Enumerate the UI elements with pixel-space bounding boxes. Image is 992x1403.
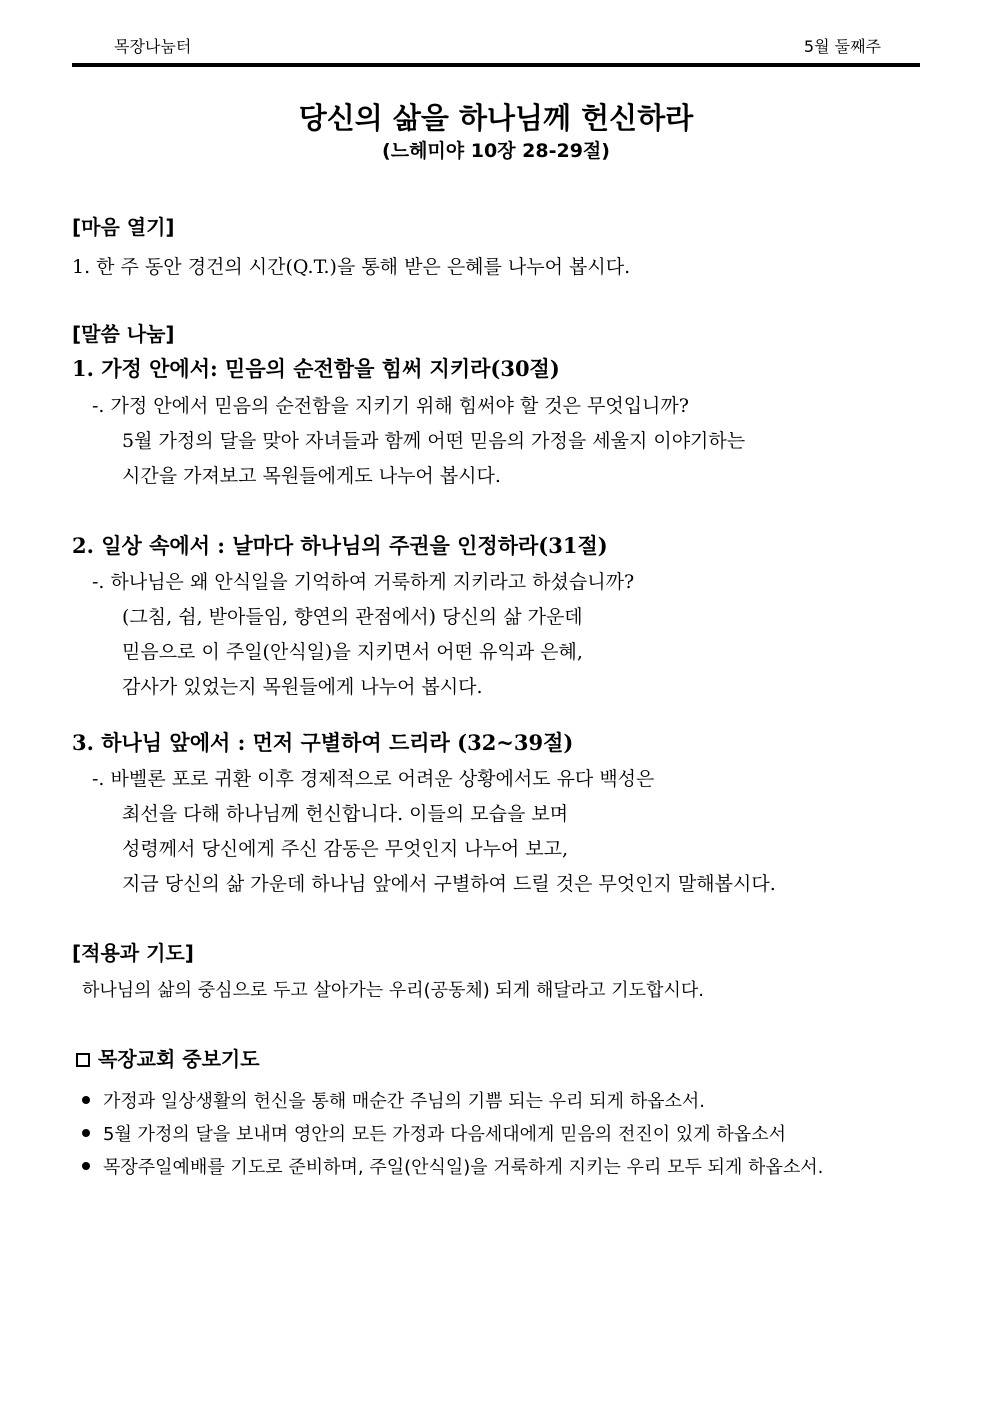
bullet-icon	[82, 1129, 90, 1137]
point-1-title: 1. 가정 안에서: 믿음의 순전함을 힘써 지키라(30절)	[72, 356, 560, 381]
opening-text: 1. 한 주 동안 경건의 시간(Q.T.)을 통해 받은 은혜를 나누어 봅시다.	[72, 256, 631, 278]
word-heading: [말씀 나눔]	[72, 322, 175, 346]
application-text: 하나님의 삶의 중심으로 두고 살아가는 우리(공동체) 되게 해달라고 기도합시다.	[82, 980, 704, 1001]
intercession-heading: 목장교회 중보기도	[98, 1047, 260, 1071]
point-2-line-2: 믿음으로 이 주일(안식일)을 지키면서 어떤 유익과 은혜,	[122, 641, 583, 663]
point-2-question: -. 하나님은 왜 안식일을 기억하여 거룩하게 지키라고 하셨습니까?	[92, 571, 635, 593]
point-2-line-3: 감사가 있었는지 목원들에게 나누어 봅시다.	[122, 676, 483, 698]
point-3-line-1: 최선을 다해 하나님께 헌신합니다. 이들의 모습을 보며	[122, 803, 569, 825]
intercession-item	[82, 1153, 823, 1179]
point-1-question: -. 가정 안에서 믿음의 순전함을 지키기 위해 힘써야 할 것은 무엇입니까?	[92, 395, 689, 417]
intercession-item-text: 5월 가정의 달을 보내며 영안의 모든 가정과 다음세대에게 믿음의 전진이 있게 하옵소서	[103, 1124, 786, 1145]
point-3-line-3: 지금 당신의 삶 가운데 하나님 앞에서 구별하여 드릴 것은 무엇인지 말해봅시다.	[122, 873, 776, 895]
intercession-heading-row	[76, 1043, 260, 1072]
point-1-line-1: 5월 가정의 달을 맞아 자녀들과 함께 어떤 믿음의 가정을 세울지 이야기하는	[122, 430, 746, 452]
intercession-item-text: 가정과 일상생활의 헌신을 통해 매순간 주님의 기쁨 되는 우리 되게 하옵소서.	[103, 1091, 705, 1112]
point-3-title: 3. 하나님 앞에서 : 먼저 구별하여 드리라 (32~39절)	[72, 730, 574, 755]
point-3-question: -. 바벨론 포로 귀환 이후 경제적으로 어려운 상황에서도 유다 백성은	[92, 768, 655, 790]
bullet-icon	[82, 1162, 90, 1170]
page-title: 당신의 삶을 하나님께 헌신하라	[298, 101, 694, 135]
point-3-line-2: 성령께서 당신에게 주신 감동은 무엇인지 나누어 보고,	[122, 838, 569, 860]
header-divider	[72, 63, 920, 67]
intercession-item-text: 목장주일예배를 기도로 준비하며, 주일(안식일)을 거룩하게 지키는 우리 모두 되게 하옵소서.	[103, 1157, 824, 1178]
point-1-line-2: 시간을 가져보고 목원들에게도 나누어 봅시다.	[122, 465, 501, 487]
opening-heading: [마음 열기]	[72, 215, 175, 239]
header-right: 5월 둘째주	[803, 37, 881, 56]
header-left: 목장나눔터	[114, 37, 192, 56]
checkbox-square-icon	[76, 1053, 90, 1067]
intercession-item	[82, 1087, 705, 1113]
point-2-title: 2. 일상 속에서 : 날마다 하나님의 주권을 인정하라(31절)	[72, 533, 608, 558]
intercession-item	[82, 1120, 786, 1146]
bullet-icon	[82, 1096, 90, 1104]
scripture-reference: (느헤미야 10장 28-29절)	[382, 140, 610, 162]
point-2-line-1: (그침, 쉼, 받아들임, 향연의 관점에서) 당신의 삶 가운데	[122, 606, 583, 628]
application-heading: [적용과 기도]	[72, 941, 194, 965]
